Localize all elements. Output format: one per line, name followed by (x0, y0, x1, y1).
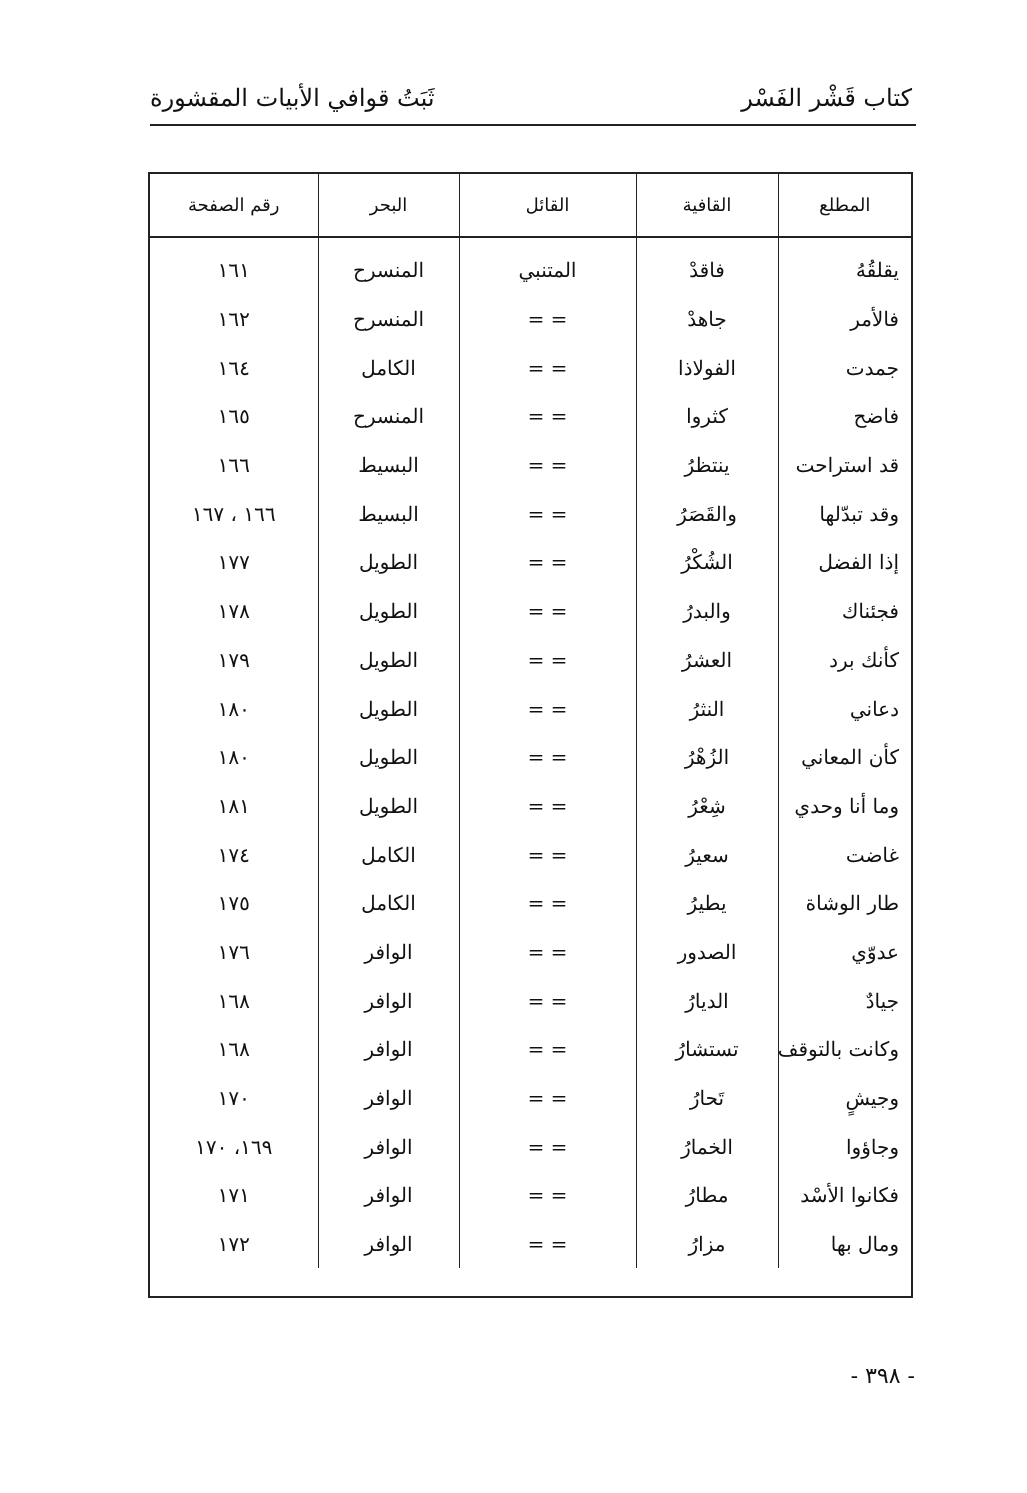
cell-page: ١٦٥ (150, 392, 318, 441)
cell-opening: وجيشٍ (845, 1086, 899, 1111)
cell-rhyme: شِعْرُ (636, 782, 778, 831)
cell-rhyme: النثرُ (636, 684, 778, 733)
column-header-meter: البحر (318, 174, 459, 237)
cell-rhyme: والقَصَرُ (636, 489, 778, 538)
column-header-page: رقم الصفحة (150, 174, 318, 237)
cell-meter: الوافر (318, 1171, 459, 1220)
cell-opening: جيادٌ (865, 988, 899, 1013)
cell-opening: طار الوشاة (805, 891, 899, 916)
cell-meter: الكامل (318, 343, 459, 392)
cell-rhyme: كثروا (636, 392, 778, 441)
cell-opening: جمدت (845, 355, 899, 380)
table-row (150, 1025, 911, 1074)
cell-rhyme: سعيرُ (636, 830, 778, 879)
cell-poet: = = (459, 441, 636, 490)
cell-poet: = = (459, 392, 636, 441)
cell-meter: الطويل (318, 684, 459, 733)
cell-opening: إذا الفضل (818, 550, 899, 575)
cell-poet: = = (459, 879, 636, 928)
cell-page: ١٦١ (150, 246, 318, 295)
cell-page: ١٨١ (150, 782, 318, 831)
table-row (150, 976, 911, 1025)
cell-page: ١٧٦ (150, 928, 318, 977)
cell-opening: كأن المعاني (801, 745, 899, 770)
table-row (150, 1074, 911, 1123)
cell-meter: الطويل (318, 587, 459, 636)
cell-poet: = = (459, 1122, 636, 1171)
cell-page: ١٦٤ (150, 343, 318, 392)
cell-rhyme: والبدرُ (636, 587, 778, 636)
cell-meter: الوافر (318, 1074, 459, 1123)
cell-opening: عدوّي (851, 939, 899, 964)
cell-rhyme: الخمارُ (636, 1122, 778, 1171)
cell-poet: = = (459, 587, 636, 636)
cell-rhyme: يطيرُ (636, 879, 778, 928)
cell-rhyme: تَحارُ (636, 1074, 778, 1123)
cell-page: ١٧٤ (150, 830, 318, 879)
cell-poet: = = (459, 636, 636, 685)
cell-page: ١٦٨ (150, 1025, 318, 1074)
table-row (150, 295, 911, 344)
cell-page: ١٦٦ (150, 441, 318, 490)
table-row (150, 392, 911, 441)
cell-opening: وكانت بالتوقف (777, 1037, 899, 1062)
table-row (150, 441, 911, 490)
table-row (150, 1220, 911, 1269)
cell-poet: = = (459, 1074, 636, 1123)
cell-rhyme: ينتظرُ (636, 441, 778, 490)
cell-opening: يقلقُهُ (855, 258, 899, 283)
cell-opening: وقد تبدّلها (819, 501, 899, 526)
table-row (150, 246, 911, 295)
cell-poet: = = (459, 782, 636, 831)
cell-rhyme: الشُكْرُ (636, 538, 778, 587)
cell-opening: فالأمر (850, 307, 899, 332)
cell-opening: دعاني (849, 696, 899, 721)
cell-page: ١٧٧ (150, 538, 318, 587)
rhyme-index-table (148, 172, 913, 1298)
table-body (150, 237, 911, 1268)
cell-poet: = = (459, 538, 636, 587)
cell-meter: الوافر (318, 1220, 459, 1269)
cell-poet: = = (459, 1025, 636, 1074)
table-row (150, 1122, 911, 1171)
cell-opening: كأنك برد (829, 647, 899, 672)
cell-meter: الطويل (318, 538, 459, 587)
cell-opening: وجاؤوا (846, 1134, 899, 1159)
cell-page: ١٧١ (150, 1171, 318, 1220)
cell-poet: = = (459, 733, 636, 782)
cell-meter: المنسرح (318, 392, 459, 441)
cell-page: ١٨٠ (150, 733, 318, 782)
book-title: كتاب قَشْر الفَسْر (741, 84, 912, 112)
cell-meter: الطويل (318, 733, 459, 782)
table-header-row (150, 174, 911, 237)
page-header (150, 72, 916, 126)
cell-rhyme: العشرُ (636, 636, 778, 685)
table-row (150, 636, 911, 685)
cell-page: ١٧٩ (150, 636, 318, 685)
table-row (150, 538, 911, 587)
cell-opening: فكانوا الأسْد (800, 1183, 899, 1208)
cell-poet: = = (459, 343, 636, 392)
table-row (150, 684, 911, 733)
cell-rhyme: الفولاذا (636, 343, 778, 392)
cell-opening: فجئناك (841, 599, 899, 624)
cell-page: ١٦٦ ، ١٦٧ (150, 489, 318, 538)
cell-page: ١٧٥ (150, 879, 318, 928)
cell-opening: فاضح (853, 404, 899, 429)
cell-page: ١٧٠ (150, 1074, 318, 1123)
cell-page: ١٧٨ (150, 587, 318, 636)
cell-poet: = = (459, 1220, 636, 1269)
cell-meter: الطويل (318, 782, 459, 831)
cell-rhyme: فاقدْ (636, 246, 778, 295)
cell-page: ١٧٢ (150, 1220, 318, 1269)
column-header-opening: المطلع (778, 174, 911, 237)
cell-poet: = = (459, 976, 636, 1025)
cell-meter: الوافر (318, 976, 459, 1025)
cell-rhyme: جاهدْ (636, 295, 778, 344)
table-row (150, 879, 911, 928)
cell-opening: ومال بها (830, 1232, 899, 1257)
table-row (150, 830, 911, 879)
cell-rhyme: مزارُ (636, 1220, 778, 1269)
cell-poet: المتنبي (459, 246, 636, 295)
cell-poet: = = (459, 684, 636, 733)
table-row (150, 489, 911, 538)
table-row (150, 782, 911, 831)
cell-page: ١٨٠ (150, 684, 318, 733)
cell-opening: قد استراحت (795, 453, 899, 478)
cell-meter: الوافر (318, 1122, 459, 1171)
cell-rhyme: الزُهْرُ (636, 733, 778, 782)
cell-poet: = = (459, 489, 636, 538)
cell-page: ١٦٩، ١٧٠ (150, 1122, 318, 1171)
cell-meter: الوافر (318, 1025, 459, 1074)
cell-meter: المنسرح (318, 295, 459, 344)
table-row (150, 928, 911, 977)
cell-rhyme: تستشارُ (636, 1025, 778, 1074)
cell-opening: غاضت (845, 842, 899, 867)
table-row (150, 587, 911, 636)
cell-meter: الوافر (318, 928, 459, 977)
cell-poet: = = (459, 928, 636, 977)
cell-meter: الكامل (318, 830, 459, 879)
index-table (150, 174, 911, 1268)
table-row (150, 733, 911, 782)
cell-meter: الطويل (318, 636, 459, 685)
cell-meter: الكامل (318, 879, 459, 928)
column-header-rhyme: القافية (636, 174, 778, 237)
cell-meter: البسيط (318, 441, 459, 490)
cell-poet: = = (459, 830, 636, 879)
table-spacer-row (150, 237, 911, 246)
cell-rhyme: الديارُ (636, 976, 778, 1025)
cell-meter: المنسرح (318, 246, 459, 295)
table-row (150, 343, 911, 392)
column-header-poet: القائل (459, 174, 636, 237)
cell-page: ١٦٢ (150, 295, 318, 344)
cell-meter: البسيط (318, 489, 459, 538)
cell-opening: وما أنا وحدي (794, 793, 899, 818)
cell-poet: = = (459, 1171, 636, 1220)
cell-poet: = = (459, 295, 636, 344)
cell-page: ١٦٨ (150, 976, 318, 1025)
page-number: - ٣٩٨ - (850, 1364, 915, 1389)
table-row (150, 1171, 911, 1220)
section-title: ثَبَتُ قوافي الأبيات المقشورة (150, 84, 435, 112)
cell-rhyme: الصدور (636, 928, 778, 977)
cell-rhyme: مطارُ (636, 1171, 778, 1220)
